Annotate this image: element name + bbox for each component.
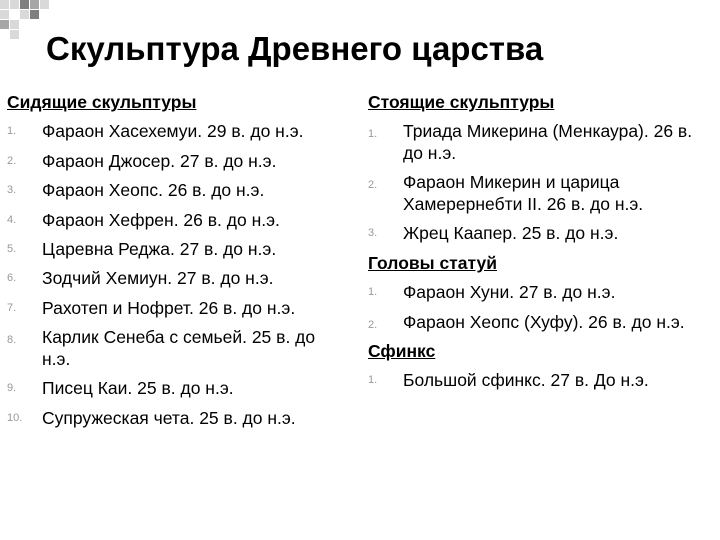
section-heading-seated: Сидящие скульптуры <box>7 92 197 112</box>
item-number: 2. <box>368 179 378 192</box>
item-text: Писец Каи. 25 в. до н.э. <box>42 378 234 399</box>
item-number: 5. <box>7 243 17 256</box>
list-item <box>7 294 357 323</box>
list-item <box>7 323 342 374</box>
left-column <box>7 88 357 433</box>
right-column <box>368 88 708 395</box>
heads-list <box>368 278 708 336</box>
list-item <box>7 374 357 403</box>
item-number: 3. <box>368 227 378 240</box>
item-text: Фараон Хасехемуи. 29 в. до н.э. <box>42 121 304 142</box>
list-item <box>368 308 703 337</box>
item-text: Зодчий Хемиун. 27 в. до н.э. <box>42 268 274 289</box>
standing-list <box>368 117 708 248</box>
item-text: Жрец Каапер. 25 в. до н.э. <box>403 223 619 244</box>
item-text: Триада Микерина (Менкаура). 26 в. до н.э. <box>403 121 693 164</box>
slide-title: Скульптура Древнего царства <box>46 30 544 67</box>
deco-square <box>20 0 29 9</box>
deco-square <box>40 0 49 9</box>
list-item <box>7 206 357 235</box>
deco-square <box>20 10 29 19</box>
seated-list <box>7 117 357 433</box>
section-heading-heads: Головы статуй <box>368 252 497 273</box>
item-text: Фараон Джосер. 27 в. до н.э. <box>42 150 277 171</box>
item-number: 7. <box>7 301 17 314</box>
item-number: 1. <box>368 128 378 141</box>
item-text: Фараон Хеопс (Хуфу). 26 в. до н.э. <box>403 311 685 332</box>
item-text: Карлик Сенеба с семьей. 25 в. до н.э. <box>42 327 316 370</box>
section-heading-sphinx: Сфинкс <box>368 340 436 361</box>
item-number: 2. <box>368 318 378 331</box>
deco-square <box>30 0 39 9</box>
list-item <box>7 176 357 205</box>
deco-square <box>10 0 19 9</box>
item-text: Большой сфинкс. 27 в. До н.э. <box>403 370 649 391</box>
list-item <box>368 117 708 168</box>
item-text: Царевна Реджа. 27 в. до н.э. <box>42 239 277 260</box>
item-number: 4. <box>7 213 17 226</box>
list-item <box>7 264 357 293</box>
list-item <box>368 219 708 248</box>
item-number: 9. <box>7 382 17 395</box>
item-text: Фараон Микерин и царица Хамерернебти II. 26 в. до н.э. <box>403 172 644 215</box>
deco-square <box>30 10 39 19</box>
item-text: Фараон Хефрен. 26 в. до н.э. <box>42 209 280 230</box>
item-text: Фараон Хуни. 27 в. до н.э. <box>403 282 616 303</box>
item-number: 8. <box>7 334 17 347</box>
item-number: 6. <box>7 272 17 285</box>
deco-square <box>0 0 9 9</box>
deco-square <box>10 30 19 39</box>
item-number: 3. <box>7 184 17 197</box>
item-number: 1. <box>368 374 378 387</box>
list-item <box>368 366 708 395</box>
list-item <box>368 278 708 307</box>
list-item <box>368 168 693 219</box>
item-number: 2. <box>7 154 17 167</box>
section-heading-standing: Стоящие скульптуры <box>368 92 555 112</box>
list-item <box>7 235 357 264</box>
item-text: Рахотеп и Нофрет. 26 в. до н.э. <box>42 297 296 318</box>
deco-square <box>10 20 19 29</box>
deco-square <box>0 10 9 19</box>
item-number: 1. <box>7 125 17 138</box>
list-item <box>7 404 357 433</box>
item-number: 1. <box>368 286 378 299</box>
item-text: Супружеская чета. 25 в. до н.э. <box>42 407 296 428</box>
deco-square <box>0 20 9 29</box>
item-text: Фараон Хеопс. 26 в. до н.э. <box>42 180 265 201</box>
sphinx-list <box>368 366 708 395</box>
list-item <box>7 117 357 146</box>
list-item <box>7 147 357 176</box>
item-number: 10. <box>7 411 23 424</box>
